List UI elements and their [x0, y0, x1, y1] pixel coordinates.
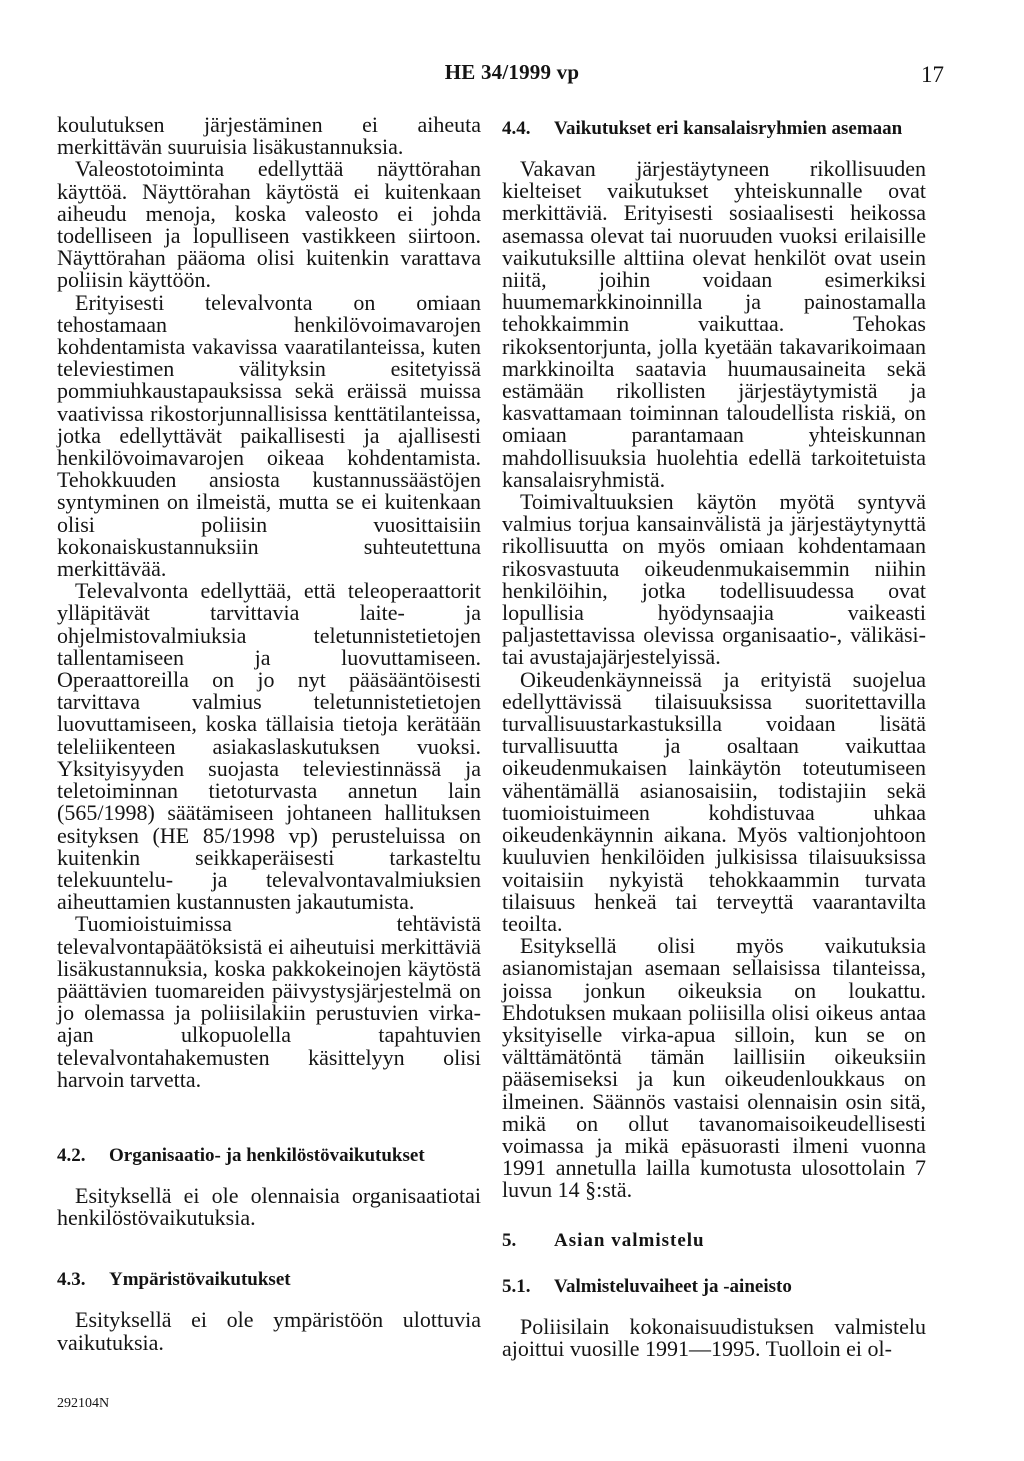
section-number: 4.2.	[57, 1144, 86, 1166]
section-title: Vaikutukset eri kansalaisryhmien asemaan	[554, 118, 903, 139]
section-number: 5.1.	[502, 1275, 531, 1297]
paragraph: Televalvonta edellyttää, että teleoperaattorit ylläpitävät tarvittavia laite- ja ohjelmistovalmiuksia teletunnistetietojen tallentamiseen ja luovuttamiseen. Operaattoreilla on jo nyt pääsääntöisesti tarvittava valmius teletunnistetietojen luovuttamiseen, koska tällaisia tietoja kerätään teleliikenteen asiakaslaskutuksen vuoksi. Yksityisyyden suojasta televiestinnässä ja teletoiminnan tietoturvasta annetun lain (565/1998) säätämiseen johtaneen hallituksen esityksen (HE 85/1998 vp) perusteluissa on kuitenkin seikkaperäisesti tarkasteltu telekuuntelu- ja televalvontavalmiuksien aiheuttamien kustannusten jakautumista.	[57, 578, 481, 915]
section-heading-4-4	[502, 118, 926, 140]
paragraph: Erityisesti televalvonta on omiaan tehostamaan henkilövoimavarojen kohdentamista vakavissa vaaratilanteissa, kuten televiestimen välityksin esitetyissä pommiuhkaustapauksissa sekä eräissä muissa vaativissa rikostorjunnallisissa kenttätilanteissa, jotka edellyttävät paikallisesti ja ajallisesti henkilövoimavarojen oikeaa kohdentamista. Tehokkuuden ansiosta kustannussäästöjen syntyminen on ilmeistä, mutta se ei kuitenkaan olisi poliisin vuosittaisiin kokonaiskustannuksiin suhteutettuna merkittävää.	[57, 289, 481, 582]
paragraph: Valeostotoiminta edellyttää näyttörahan käyttöä. Näyttörahan käytöstä ei kuitenkaan aiheudu menoja, koska valeosto ei johda todelliseen ja lopulliseen vastikkeen siirtoon. Näyttörahan pääoma olisi kuitenkin varattava poliisin käyttöön.	[57, 156, 481, 293]
section-heading-4-2	[57, 1145, 481, 1167]
paragraph: Tuomioistuimissa tehtävistä televalvontapäätöksistä ei aiheutuisi merkittäviä lisäkustannuksia, koska pakkokeinojen käytöstä päättävien tuomareiden päivystysjärjestelmä on jo olemassa ja poliisilakiin perustuvien virka-ajan ulkopuolella tapahtuvien televalvontahakemusten käsittelyyn olisi harvoin tarvetta.	[57, 911, 481, 1092]
paragraph: Toimivaltuuksien käytön myötä syntyvä valmius torjua kansainvälistä ja järjestäytynyttä rikollisuutta on myös omiaan kohdentamaan rikosvastuuta oikeudenmukaisemmin niihin henkilöihin, jotka todellisuudessa ovat lopullisia hyödynsaajia vaikeasti paljastettavissa olevissa organisaatio-, välikäsi- tai avustajajärjestelyissä.	[502, 489, 926, 670]
section-number: 4.3.	[57, 1269, 86, 1291]
section-heading-5-1	[502, 1276, 926, 1298]
section-title: Valmisteluvaiheet ja -aineisto	[554, 1275, 792, 1297]
paragraph: Esityksellä ei ole ympäristöön ulottuvia vaikutuksia.	[57, 1307, 481, 1355]
section-title: Organisaatio- ja henkilöstövaikutukset	[109, 1144, 425, 1166]
section-heading-5	[502, 1230, 926, 1252]
paragraph: Vakavan järjestäytyneen rikollisuuden kielteiset vaikutukset yhteiskunnalle ovat merkittäviä. Erityisesti sosiaalisesti heikossa asemassa olevat tai nuoruuden vuoksi erilaisille vaikutuksille alttiina olevat henkilöt ovat usein niitä, joihin voidaan esimerkiksi huumemarkkinoinnilla ja painostamalla tehokkaimmin vaikuttaa. Tehokas rikoksentorjunta, jolla kyetään takavarikoimaan markkinoilta saatavia huumausaineita sekä estämään rikollisten järjestäytymistä ja kasvattamaan toiminnan taloudellista riskiä, on omiaan parantamaan yhteiskunnan mahdollisuuksia huolehtia edellä tarkoitetuista kansalaisryhmistä.	[502, 156, 926, 492]
section-title: Asian valmistelu	[554, 1229, 705, 1251]
section-number: 5.	[502, 1229, 517, 1251]
section-title: Ympäristövaikutukset	[109, 1269, 291, 1291]
footer-print-code: 292104N	[57, 1396, 110, 1411]
paragraph: koulutuksen järjestäminen ei aiheuta merkittävän suuruisia lisäkustannuksia.	[57, 112, 481, 160]
right-column	[502, 114, 926, 1360]
page-number: 17	[921, 62, 944, 87]
paragraph: Esityksellä ei ole olennaisia organisaatiotai henkilöstövaikutuksia.	[57, 1182, 481, 1231]
section-heading-4-3	[57, 1269, 481, 1291]
paragraph: Esityksellä olisi myös vaikutuksia asianomistajan asemaan sellaisissa tilanteissa, joissa jonkun oikeuksia on loukattu. Ehdotuksen mukaan poliisilla olisi oikeus antaa yksityiselle virka-apua silloin, kun se on välttämätöntä tämän laillisiin oikeuksiin pääsemiseksi ja kun oikeudenloukkaus on ilmeinen. Säännös vastaisi olennaisin osin sitä, mikä on ollut tavanomaisoikeudellisesti voimassa ja mikä epäsuorasti ilmeni vuonna 1991 annetulla lailla kumotusta ulosottolain 7 luvun 14 §:stä.	[502, 933, 926, 1203]
section-number: 4.4.	[502, 118, 531, 139]
paragraph: Oikeudenkäynneissä ja erityistä suojelua edellyttävissä tilaisuuksissa suoritettavilla turvallisuustarkastuksilla voidaan lisätä turvallisuutta ja osaltaan vaikuttaa oikeudenmukaisen lainkäytön toteutumiseen vähentämällä asianosaisiin, todistajiin sekä tuomioistuimeen kohdistuvaa uhkaa oikeudenkäynnin aikana. Myös valtionjohtoon kuuluvien henkilöiden julkisissa tilaisuuksissa voitaisiin nykyistä tehokkaammin turvata tilaisuus henkeä tai terveyttä vaarantavilta teoilta.	[502, 666, 926, 936]
left-column	[57, 114, 481, 1354]
paragraph: Poliisilain kokonaisuudistuksen valmistelu ajoittui vuosille 1991—1995. Tuolloin ei ol-	[502, 1313, 926, 1361]
document-header-title: HE 34/1999 vp	[444, 60, 580, 84]
